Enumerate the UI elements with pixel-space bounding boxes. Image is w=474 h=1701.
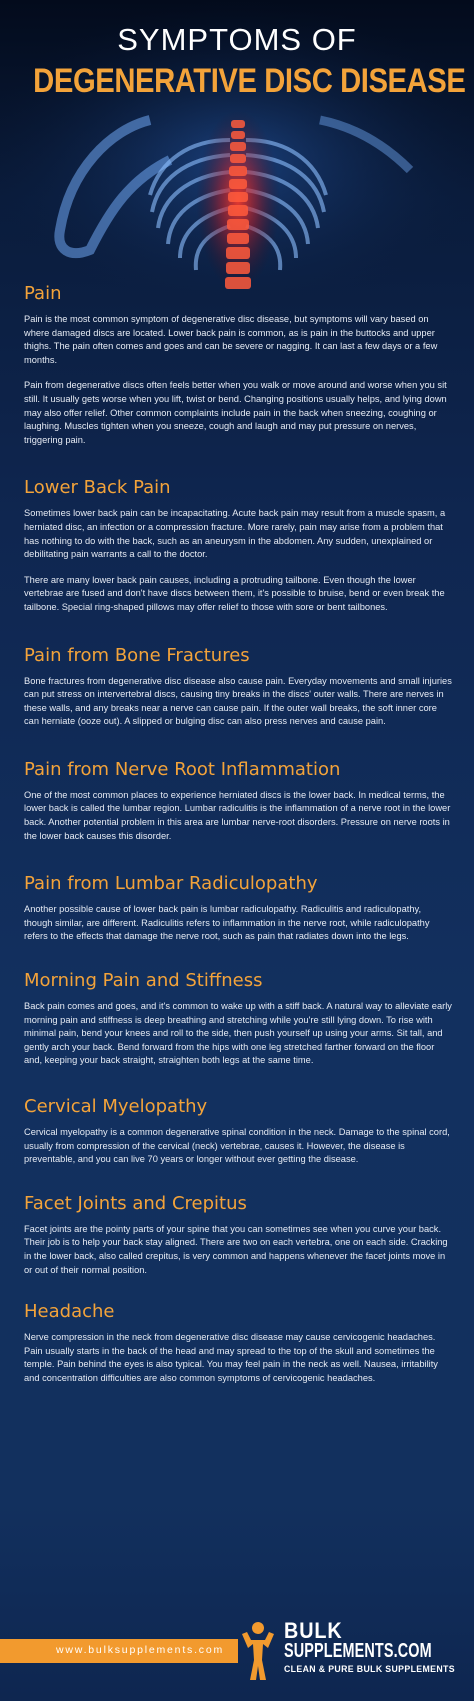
section-paragraph: Cervical myelopathy is a common degenerative spinal condition in the neck. Damage to the spinal cord, usually from compression of the cervical (neck) vertebrae, causes it. However, the disease is preventable, and you can live 70 years or longer without ever getting the disease. <box>24 1127 450 1165</box>
section-paragraph: Back pain comes and goes, and it's common to wake up with a stiff back. A natural way to alleviate early morning pain and stiffness is deep breathing and stretching while you're still lying down. To rise with minimal pain, bend your knees and roll to the side, then push yourself up using your arms. Sit tall, and gently arch your back. Bend forward from the hips with one leg stretched farther forward on the floor and, keeping your back straight, straighten both legs at the same time. <box>24 1001 452 1066</box>
section-paragraph: Another possible cause of lower back pain is lumbar radiculopathy. Radiculitis and radiculopathy, though similar, are different. Radiculitis refers to inflammation in the nerve root, while radiculopathy refers to the effects that damage the nerve root, such as pain that radiates down into the legs. <box>24 904 430 942</box>
content-column <box>24 283 452 1386</box>
section-facet-joints <box>24 1193 452 1277</box>
title-line-1: SYMPTOMS OF <box>117 22 357 57</box>
brand-name-supplements: SUPPLEMENTS.COM <box>284 1640 432 1662</box>
section-paragraph: Sometimes lower back pain can be incapacitating. Acute back pain may result from a muscle spasm, a herniated disc, an infection or a compression fracture. More rarely, pain may arise from a problem that has nothing to do with the back, such as an aneurysm in the abdomen. Any sudden, unexplained or debilitating pain warrants a call to the doctor. <box>24 508 446 560</box>
section-heading: Pain from Lumbar Radiculopathy <box>24 873 318 895</box>
section-paragraph: There are many lower back pain causes, including a protruding tailbone. Even though the lower vertebrae are fused and don't have discs between them, it's possible to bruise, bend or even break the tailbone. Special ring-shaped pillows may offer relief to those with sore or bent tailbones. <box>24 574 445 612</box>
footer <box>0 1600 474 1701</box>
section-pain <box>24 283 452 447</box>
section-paragraph: Facet joints are the pointy parts of your spine that you can sometimes see when you curve your back. Their job is to help your back stay aligned. There are two on each vertebra, one on each side. Cracking in the lower back, also called crepitus, is very common and happens whenever the facet joints move in or out of their normal position. <box>24 1223 448 1275</box>
section-bone-fractures <box>24 645 452 729</box>
brand-name-bulk: BULK <box>284 1618 343 1643</box>
title-line-2: DEGENERATIVE DISC DISEASE <box>33 62 466 100</box>
section-heading: Pain from Nerve Root Inflammation <box>24 758 341 780</box>
section-paragraph: Nerve compression in the neck from degenerative disc disease may cause cervicogenic headaches. Pain usually starts in the back of the head and may spread to the top of the skull and sometimes the temple. Pain behind the eyes is also typical. You may feel pain in the neck as well. Nausea, irritability and concentration difficulties are also common symptoms of cervicogenic headaches. <box>24 1332 438 1383</box>
section-heading: Pain <box>24 283 62 304</box>
section-lower-back-pain <box>24 477 452 614</box>
section-lumbar-radiculopathy <box>24 873 452 944</box>
section-heading: Facet Joints and Crepitus <box>24 1192 247 1214</box>
section-heading: Cervical Myelopathy <box>24 1096 208 1117</box>
section-paragraph: One of the most common places to experience herniated discs is the lower back. In medical terms, the lower back is called the lumbar region. Lumbar radiculitis is the inflammation of a nerve root in the lower back. Another potential problem in this area are lumbar nerve-root disorders. Pressure on nerve roots in the lower back causes this disorder. <box>24 789 451 841</box>
section-heading: Morning Pain and Stiffness <box>24 970 263 992</box>
flexing-person-logo-icon <box>236 1620 280 1682</box>
section-paragraph: Pain from degenerative discs often feels better when you walk or move around and worse when you sit still. It usually gets worse when you lift, twist or bend. Changing positions usually helps, and lying down may also offer relief. Other common complaints include pain in the back when sneezing, coughing or laughing. Muscles tighten when you sneeze, cough and laugh and may put pressure on nerves, triggering pain. <box>24 380 447 445</box>
section-heading: Lower Back Pain <box>24 477 171 499</box>
section-paragraph: Pain is the most common symptom of degenerative disc disease, but symptoms will vary based on where damaged discs are located. Lower back pain is common, as is pain in the buttocks and upper thighs. The pain often comes and goes and can be severe or nagging. It can last a few days or a few months. <box>24 314 438 365</box>
section-cervical-myelopathy <box>24 1096 452 1167</box>
section-morning-pain <box>24 970 452 1068</box>
section-heading: Pain from Bone Fractures <box>24 644 250 666</box>
header-banner <box>0 0 474 290</box>
section-heading: Headache <box>24 1301 115 1323</box>
brand-tagline: CLEAN & PURE BULK SUPPLEMENTS <box>284 1664 455 1675</box>
section-headache <box>24 1301 452 1385</box>
section-paragraph: Bone fractures from degenerative disc disease also cause pain. Everyday movements and small injuries can put stress on intervertebral discs, causing tiny breaks in the discs' outer walls. There are nerves in these walls, and any breaks near a nerve can cause pain. If the outer wall breaks, the soft inner core can herniate (ooze out). A slipped or bulging disc can also press nerves and cause pain. <box>24 675 452 727</box>
website-link[interactable]: www.bulksupplements.com <box>56 1644 225 1656</box>
section-nerve-root-inflammation <box>24 759 452 843</box>
